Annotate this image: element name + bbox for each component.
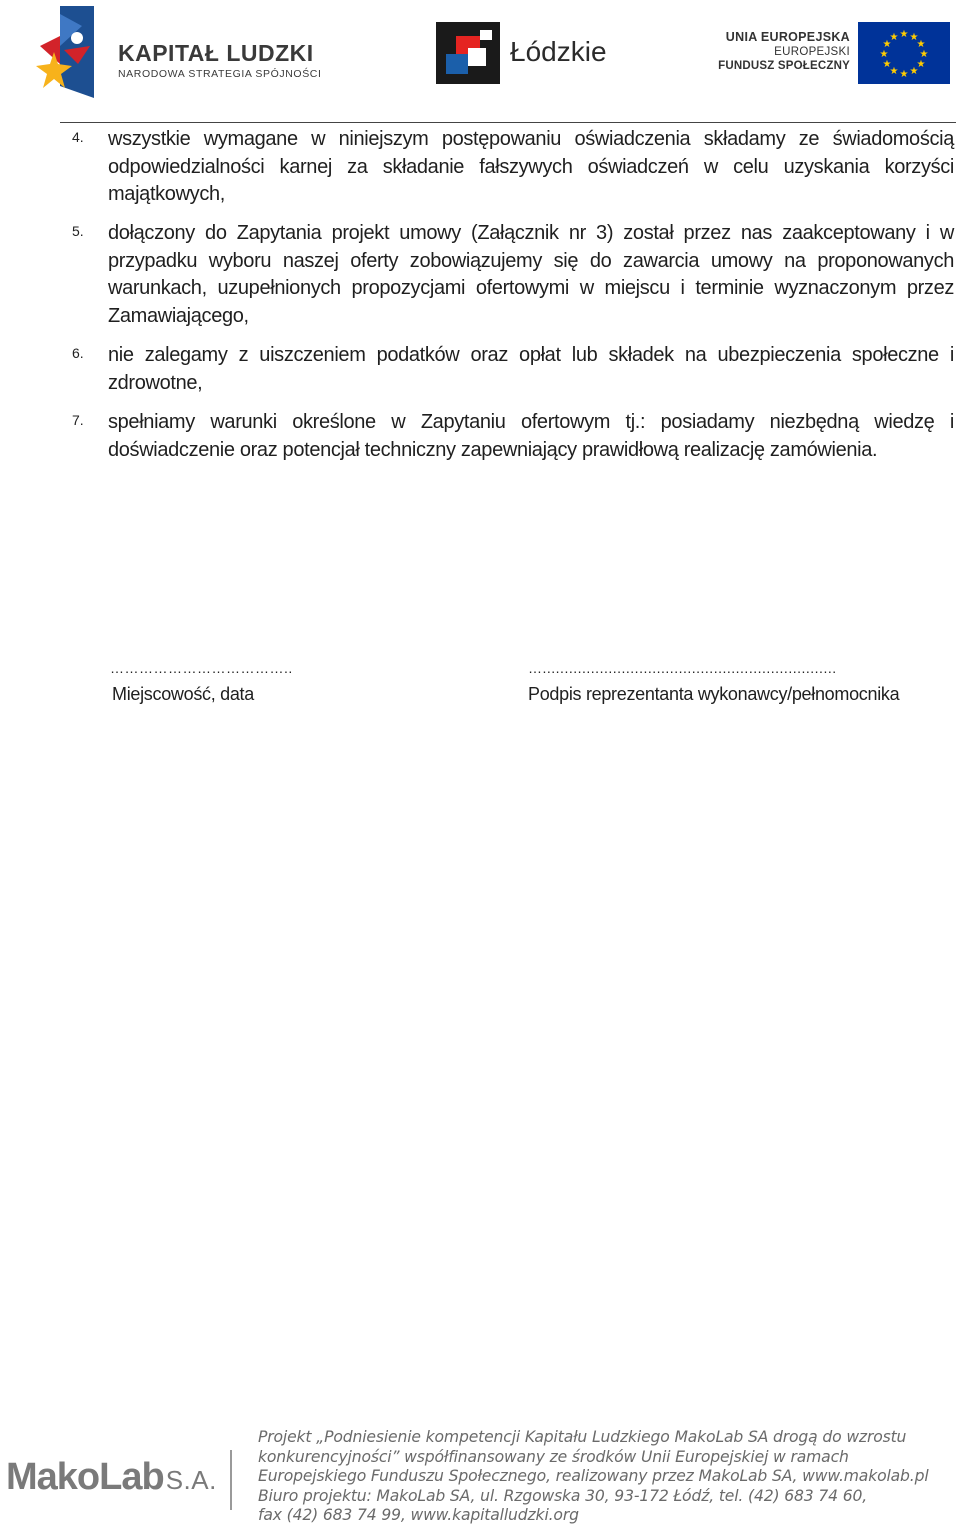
- lodzkie-name: Łódzkie: [510, 36, 607, 67]
- kapital-ludzki-title: KAPITAŁ LUDZKI: [118, 40, 314, 66]
- eu-logo-line1: UNIA EUROPEJSKA: [725, 30, 850, 44]
- list-item-number: 7.: [72, 412, 84, 428]
- eu-logo-line3: FUNDUSZ SPOŁECZNY: [718, 60, 850, 72]
- signature-field: [528, 660, 899, 705]
- place-date-field: [110, 660, 293, 705]
- svg-text:★: ★: [919, 49, 929, 60]
- list-item-text: spełniamy warunki określone w Zapytaniu ofertowym tj.: posiadamy niezbędną wiedzę i doświadczenie oraz potencjał techniczny zapewniający prawidłową realizację zamówienia.: [108, 411, 954, 461]
- svg-text:★: ★: [909, 66, 919, 77]
- svg-text:★: ★: [879, 49, 889, 60]
- list-item-text: dołączony do Zapytania projekt umowy (Załącznik nr 3) został przez nas zaakceptowany i w przypadku wyboru naszej oferty zobowiązujemy się do zawarcia umowy na proponowanych warunkach, uzupełnionych propozycjami ofertowymi w miejscu i terminie wyznaczonym przez Zamawiającego,: [108, 222, 954, 327]
- svg-text:★: ★: [916, 39, 926, 50]
- kapital-ludzki-logo: [34, 6, 334, 98]
- page-header: [0, 0, 960, 110]
- eu-logo-line2: EUROPEJSKI: [774, 46, 850, 58]
- footer-line: Europejskiego Funduszu Społecznego, realizowany przez MakoLab SA, www.makolab.pl: [258, 1467, 929, 1485]
- footer-line: fax (42) 683 74 99, www.kapitalludzki.org: [258, 1506, 579, 1524]
- list-item-text: wszystkie wymagane w niniejszym postępowaniu oświadczenia składamy ze świadomością odpowiedzialności karnej za składanie fałszywych oświadczeń w celu uzyskania korzyści majątkowych,: [108, 128, 954, 205]
- place-date-label: Miejscowość, data: [112, 684, 254, 704]
- footer-divider: [230, 1450, 232, 1510]
- list-item-number: 6.: [72, 345, 84, 361]
- svg-text:★: ★: [916, 59, 926, 70]
- kapital-ludzki-subtitle: NARODOWA STRATEGIA SPÓJNOŚCI: [118, 68, 322, 80]
- lodzkie-emblem-icon: [436, 22, 500, 84]
- footer-line: Biuro projektu: MakoLab SA, ul. Rzgowska 30, 93-172 Łódź, tel. (42) 683 74 60,: [258, 1486, 868, 1505]
- makolab-logo-name: MakoLab: [6, 1456, 164, 1498]
- eu-logo-text: [718, 30, 850, 72]
- list-item-number: 5.: [72, 223, 84, 239]
- eu-logo: [718, 22, 954, 86]
- svg-text:★: ★: [899, 29, 909, 40]
- eu-flag-icon: [858, 22, 950, 84]
- page-footer: [0, 1420, 960, 1528]
- list-item-text: nie zalegamy z uiszczeniem podatków oraz opłat lub składek na ubezpieczenia społeczne i zdrowotne,: [108, 344, 954, 394]
- lodzkie-logo: [436, 22, 616, 86]
- signature-label: Podpis reprezentanta wykonawcy/pełnomocnika: [528, 684, 900, 704]
- makolab-logo: [6, 1456, 217, 1499]
- signature-dotted-line: …...................................................................: [528, 660, 837, 676]
- kapital-ludzki-emblem-icon: [34, 6, 114, 98]
- makolab-logo-suffix: S.A.: [165, 1465, 217, 1495]
- footer-line: konkurencyjności” współfinansowany ze środków Unii Europejskiej w ramach: [258, 1447, 849, 1466]
- svg-text:★: ★: [899, 69, 909, 80]
- svg-text:★: ★: [889, 32, 899, 43]
- header-divider: [60, 122, 956, 123]
- footer-line: Projekt „Podniesienie kompetencji Kapitału Ludzkiego MakoLab SA drogą do wzrostu: [258, 1428, 907, 1446]
- list-item-number: 4.: [72, 129, 84, 145]
- place-date-dotted-line: ………………………………..: [110, 660, 293, 676]
- svg-text:★: ★: [909, 32, 919, 43]
- svg-text:★: ★: [889, 66, 899, 77]
- svg-text:★: ★: [882, 59, 892, 70]
- footer-project-info: [258, 1428, 958, 1526]
- svg-text:★: ★: [882, 39, 892, 50]
